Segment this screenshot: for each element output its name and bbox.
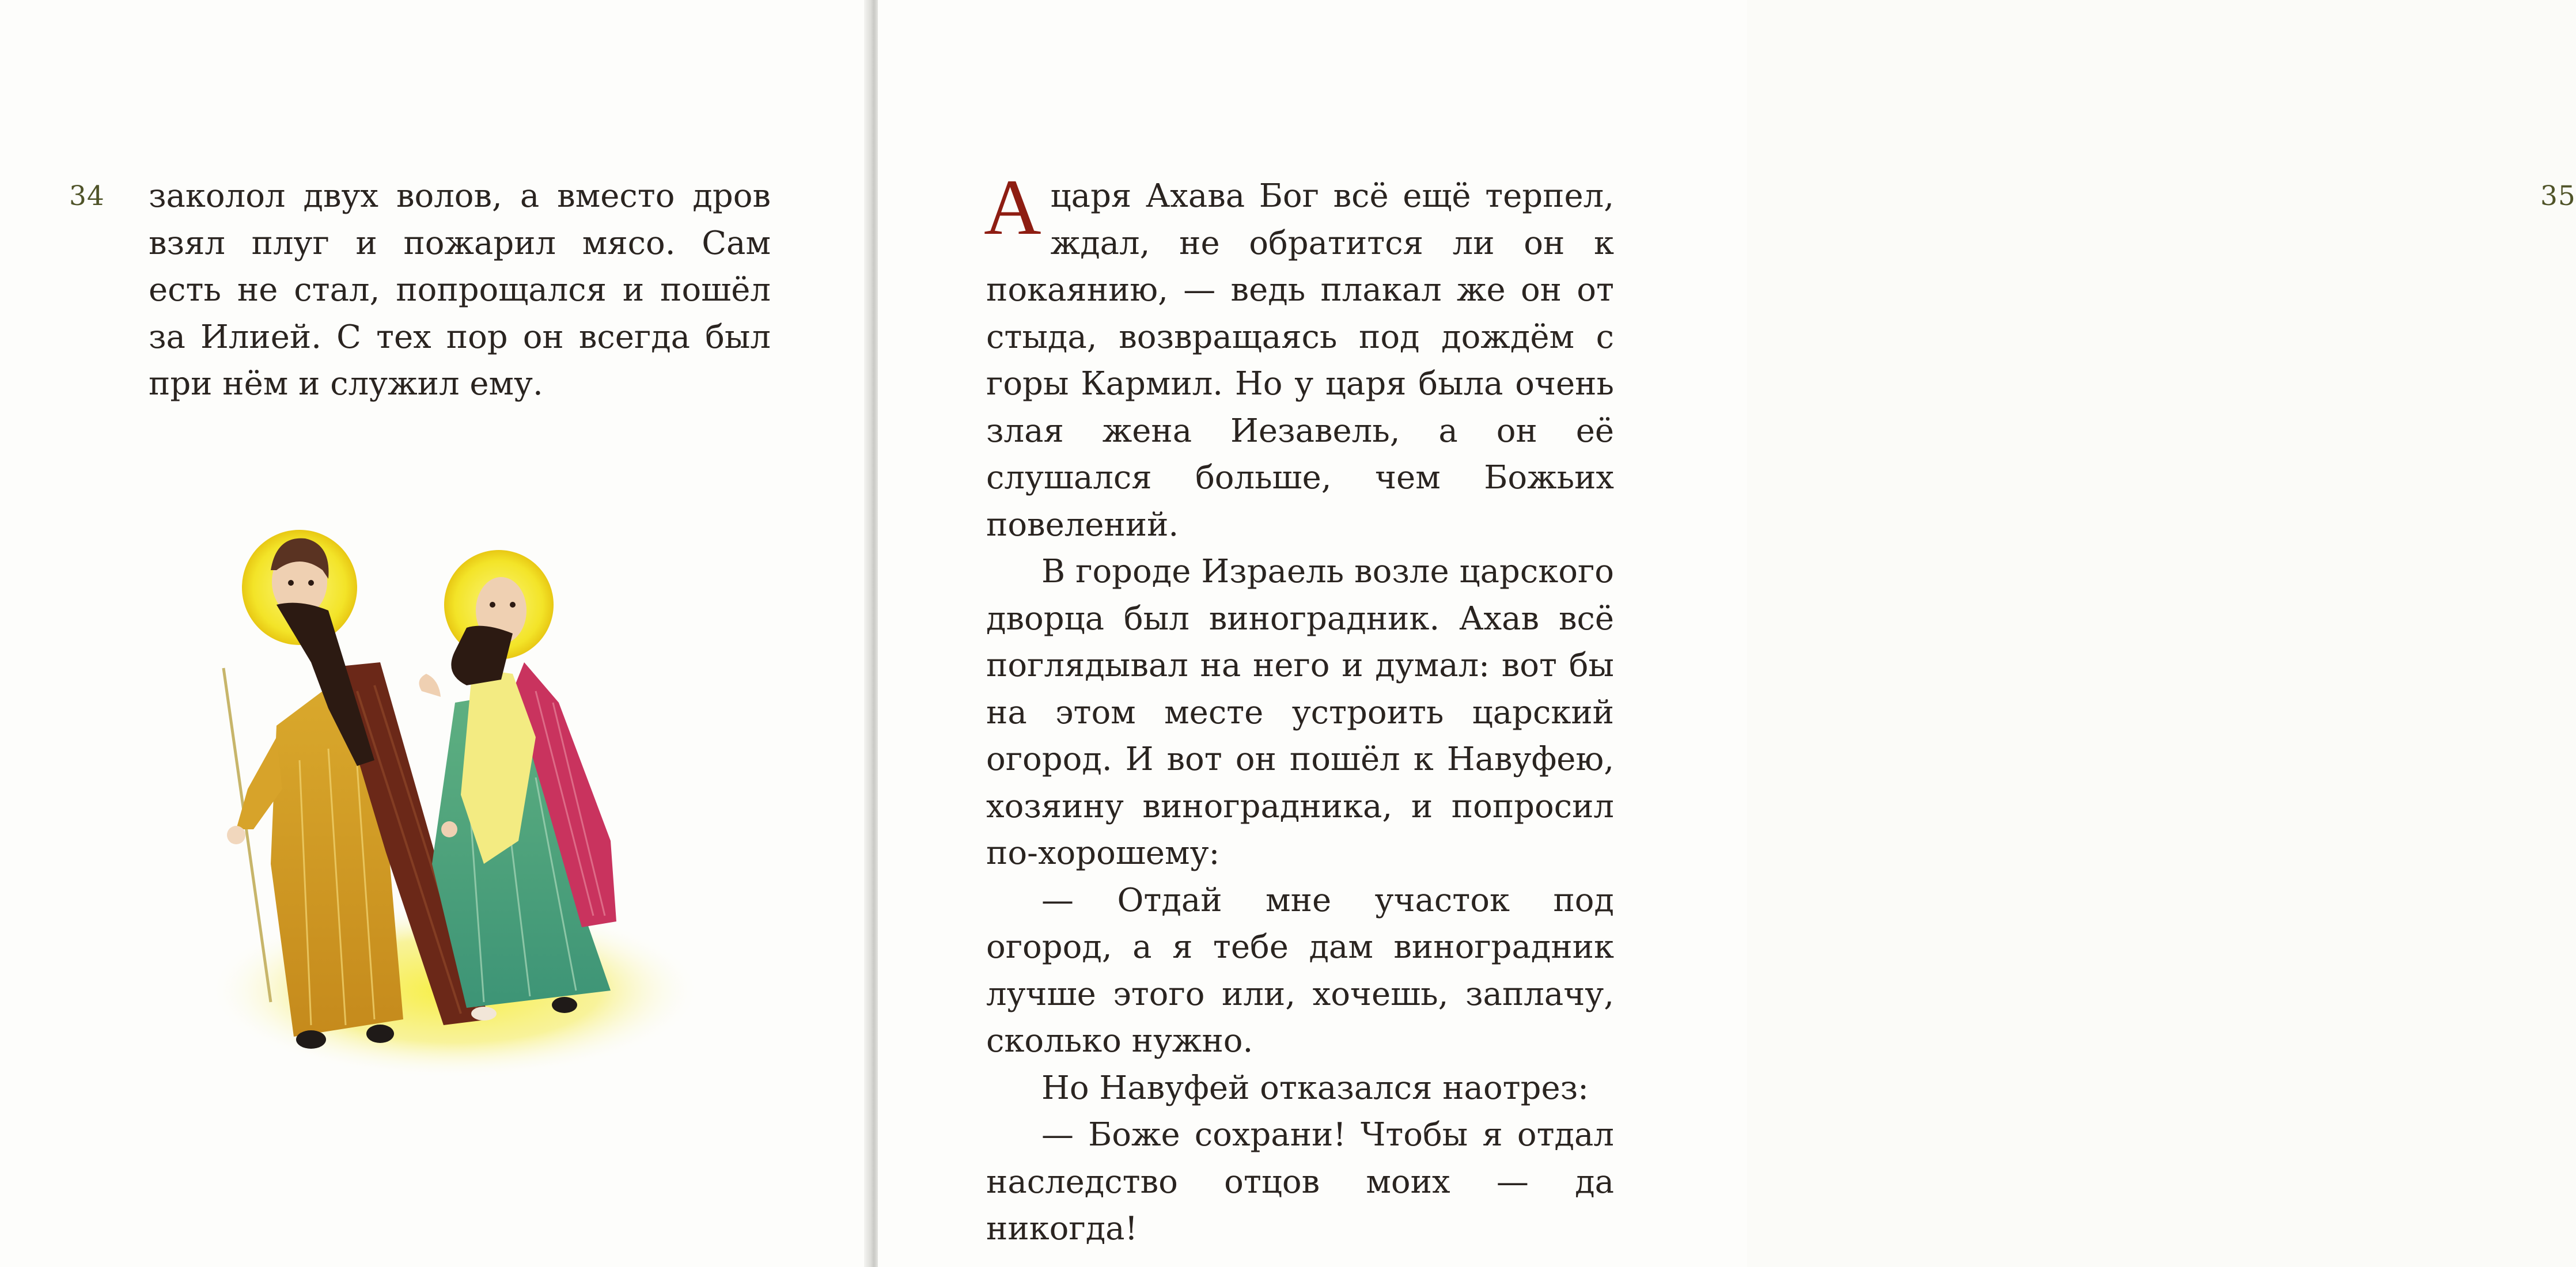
paragraph-with-drop-cap xyxy=(984,163,1614,548)
paragraph-text: царя Ахава Бог всё ещё терпел, ждал, не обратится ли он к покаянию, — ведь плакал же он от стыда, возвращаясь под дождём с горы Кармил. Но у царя была очень злая жена Иезавель, а он её слушался больше, чем Божьих повелений. xyxy=(986,177,1614,544)
paragraph: — Боже сохрани! Чтобы я отдал наследство отцов моих — да никогда! xyxy=(986,1116,1614,1247)
right-page-text xyxy=(984,163,1614,1253)
left-page-text xyxy=(149,173,771,408)
page-number-left: 34 xyxy=(69,180,105,212)
paragraph: — Отдай мне участок под огород, а я тебе дам виноградник лучше этого или, хочешь, заплачу, сколько нужно. xyxy=(986,881,1614,1060)
left-page xyxy=(0,0,870,1267)
page-number-right: 35 xyxy=(2540,180,2576,212)
paragraph: В городе Израель возле царского дворца был виноградник. Ахав всё поглядывал на него и думал: вот бы на этом месте устроить царский огород. И вот он пошёл к Навуфею, хозяину виноградника, и попросил по-хорошему: xyxy=(986,553,1614,872)
illustration-drawing xyxy=(213,518,709,1094)
paragraph: Но Навуфей отказался наотрез: xyxy=(1041,1069,1589,1107)
paragraph: заколол двух волов, а вместо дров взял плуг и пожарил мясо. Сам есть не стал, попрощался и пошёл за Илией. С тех пор он всегда был при нём и служил ему. xyxy=(149,177,771,403)
saints-illustration xyxy=(213,518,709,1094)
drop-cap: А xyxy=(984,163,1041,251)
